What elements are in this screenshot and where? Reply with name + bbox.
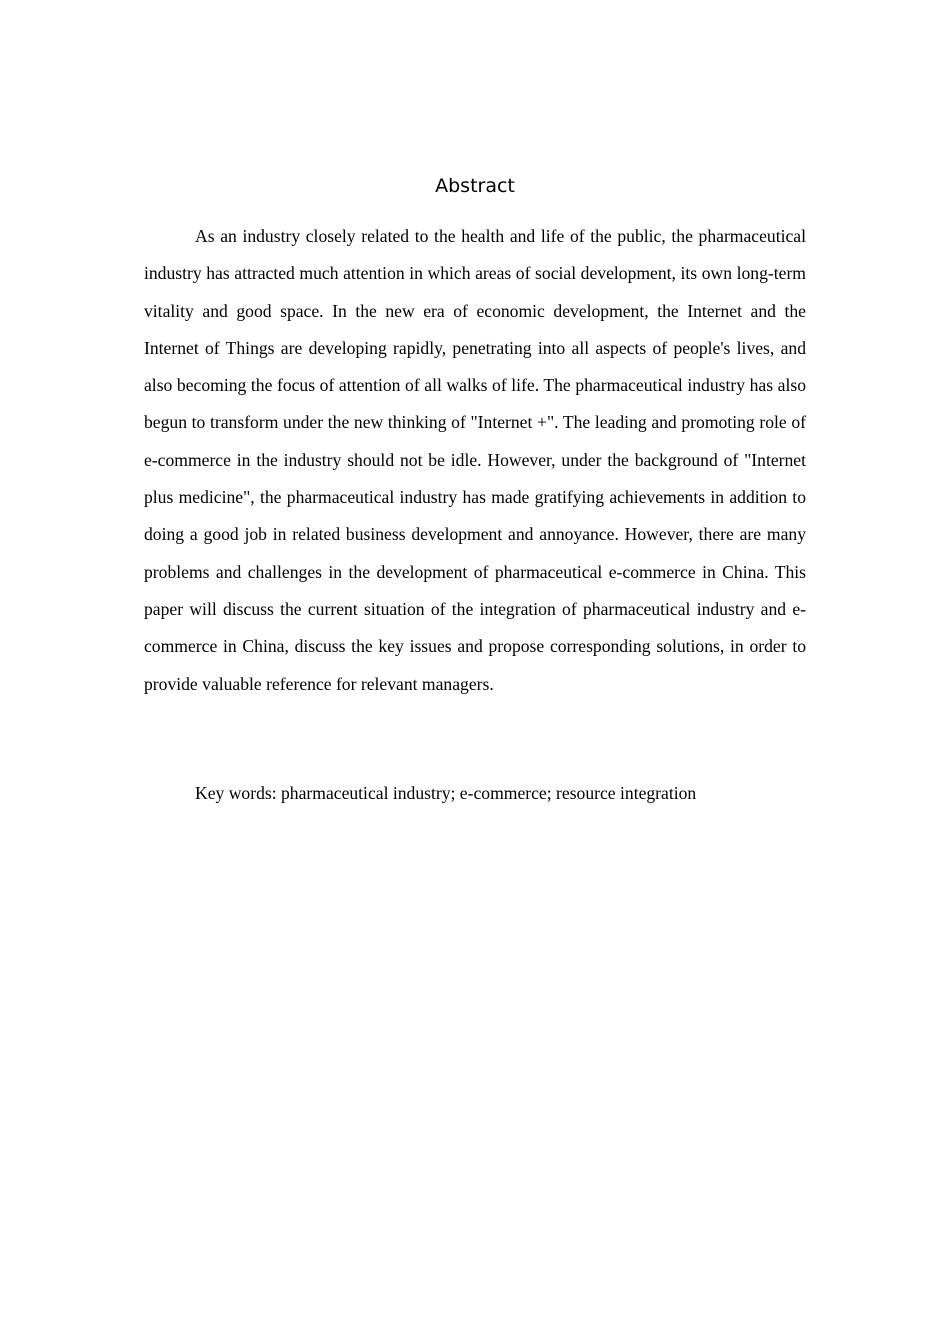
keywords-line: Key words: pharmaceutical industry; e-commerce; resource integration (195, 783, 697, 803)
abstract-title: Abstract (435, 175, 515, 197)
abstract-body-paragraph: As an industry closely related to the health and life of the public, the pharmaceutical industry has attracted much attention in which areas of social development, its own long-term vitality and good space. In the new era of economic development, the Internet and the Internet of Things are developing rapidly, penetrating into all aspects of people's lives, and also becoming the focus of attention of all walks of life. The pharmaceutical industry has also begun to transform under the new thinking of "Internet +". The leading and promoting role of e-commerce in the industry should not be idle. However, under the background of "Internet plus medicine", the pharmaceutical industry has made gratifying achievements in addition to doing a good job in related business development and annoyance. However, there are many problems and challenges in the development of pharmaceutical e-commerce in China. This paper will discuss the current situation of the integration of pharmaceutical industry and e-commerce in China, discuss the key issues and propose corresponding solutions, in order to provide valuable reference for relevant managers. (144, 226, 806, 694)
